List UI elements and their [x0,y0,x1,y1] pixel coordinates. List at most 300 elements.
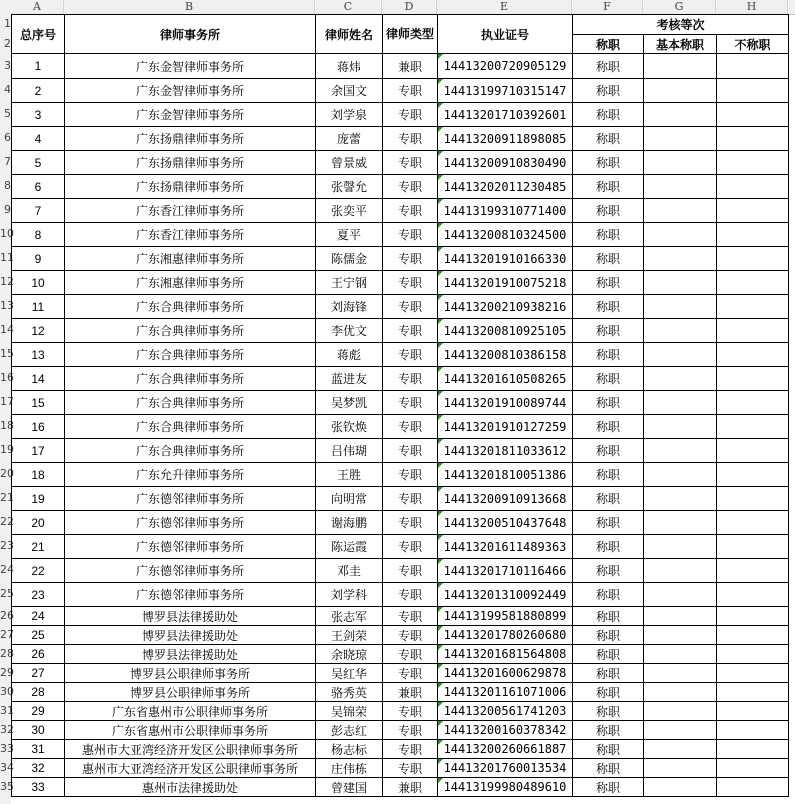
row-header[interactable]: 33 [0,742,14,755]
cell-license[interactable]: 14413199310771400 [438,199,573,223]
cell-firm[interactable]: 广东扬鼎律师事务所 [65,175,316,199]
row-header[interactable]: 21 [0,491,14,504]
cell-type[interactable]: 专职 [383,439,438,463]
row-header[interactable]: 30 [0,685,14,698]
row-header[interactable]: 5 [4,107,11,120]
cell-seq[interactable]: 31 [12,740,65,759]
cell-grade-fail[interactable] [717,559,789,583]
row-header[interactable]: 16 [0,371,14,384]
cell-license[interactable]: 14413199581880899 [438,607,573,626]
cell-grade-fail[interactable] [717,664,789,683]
cell-seq[interactable]: 28 [12,683,65,702]
cell-grade-basic[interactable] [644,759,717,778]
cell-seq[interactable]: 29 [12,702,65,721]
table-row[interactable] [12,319,789,343]
cell-name[interactable]: 刘海锋 [316,295,383,319]
cell-firm[interactable]: 广东德邻律师事务所 [65,559,316,583]
cell-type[interactable]: 专职 [383,247,438,271]
cell-grade-fail[interactable] [717,511,789,535]
cell-grade-fail[interactable] [717,54,789,79]
cell-type[interactable]: 专职 [383,463,438,487]
table-row[interactable] [12,683,789,702]
row-header[interactable]: 26 [0,609,14,622]
cell-license[interactable]: 14413201910166330 [438,247,573,271]
table-row[interactable] [12,247,789,271]
cell-grade-basic[interactable] [644,343,717,367]
cell-seq[interactable]: 23 [12,583,65,607]
cell-license[interactable]: 14413200260661887 [438,740,573,759]
table-row[interactable] [12,778,789,797]
cell-type[interactable]: 专职 [383,175,438,199]
cell-grade-pass[interactable]: 称职 [573,683,644,702]
cell-grade-basic[interactable] [644,415,717,439]
row-header[interactable]: 7 [4,155,11,168]
cell-grade-pass[interactable]: 称职 [573,54,644,79]
cell-grade-fail[interactable] [717,343,789,367]
cell-grade-pass[interactable]: 称职 [573,199,644,223]
table-row[interactable] [12,487,789,511]
cell-firm[interactable]: 博罗县公职律师事务所 [65,664,316,683]
cell-grade-basic[interactable] [644,645,717,664]
cell-type[interactable]: 专职 [383,664,438,683]
cell-seq[interactable]: 14 [12,367,65,391]
cell-name[interactable]: 彭志红 [316,721,383,740]
table-row[interactable] [12,439,789,463]
cell-name[interactable]: 骆秀英 [316,683,383,702]
cell-license[interactable]: 14413201681564808 [438,645,573,664]
cell-type[interactable]: 专职 [383,626,438,645]
cell-grade-basic[interactable] [644,740,717,759]
column-header-c[interactable]: C [315,0,382,14]
row-header[interactable]: 24 [0,563,14,576]
cell-seq[interactable]: 4 [12,127,65,151]
cell-grade-fail[interactable] [717,487,789,511]
cell-grade-pass[interactable]: 称职 [573,721,644,740]
cell-name[interactable]: 曾景威 [316,151,383,175]
cell-seq[interactable]: 2 [12,79,65,103]
cell-license[interactable]: 14413200911898085 [438,127,573,151]
cell-grade-pass[interactable]: 称职 [573,247,644,271]
table-row[interactable] [12,103,789,127]
cell-firm[interactable]: 广东香江律师事务所 [65,199,316,223]
cell-seq[interactable]: 33 [12,778,65,797]
cell-grade-fail[interactable] [717,626,789,645]
cell-grade-fail[interactable] [717,151,789,175]
cell-grade-basic[interactable] [644,559,717,583]
column-header-b[interactable]: B [64,0,315,14]
cell-grade-pass[interactable]: 称职 [573,626,644,645]
cell-firm[interactable]: 博罗县法律援助处 [65,626,316,645]
cell-grade-basic[interactable] [644,721,717,740]
cell-license[interactable]: 14413200561741203 [438,702,573,721]
header-name[interactable]: 律师姓名 [316,15,383,54]
cell-grade-basic[interactable] [644,702,717,721]
table-row[interactable] [12,759,789,778]
table-row[interactable] [12,367,789,391]
cell-grade-basic[interactable] [644,319,717,343]
row-header[interactable]: 35 [0,780,14,793]
table-row[interactable] [12,511,789,535]
cell-grade-basic[interactable] [644,367,717,391]
cell-grade-fail[interactable] [717,199,789,223]
cell-firm[interactable]: 广东合典律师事务所 [65,295,316,319]
cell-license[interactable]: 14413200810324500 [438,223,573,247]
cell-grade-pass[interactable]: 称职 [573,127,644,151]
column-header-h[interactable]: H [716,0,788,14]
cell-grade-pass[interactable]: 称职 [573,463,644,487]
row-header[interactable]: 3 [4,59,11,72]
cell-seq[interactable]: 19 [12,487,65,511]
cell-seq[interactable]: 30 [12,721,65,740]
cell-seq[interactable]: 6 [12,175,65,199]
row-header[interactable]: 34 [0,761,14,774]
cell-grade-pass[interactable]: 称职 [573,391,644,415]
cell-name[interactable]: 蒋彪 [316,343,383,367]
cell-grade-fail[interactable] [717,778,789,797]
cell-firm[interactable]: 广东香江律师事务所 [65,223,316,247]
cell-seq[interactable]: 25 [12,626,65,645]
cell-firm[interactable]: 广东合典律师事务所 [65,343,316,367]
cell-grade-pass[interactable]: 称职 [573,367,644,391]
table-row[interactable] [12,295,789,319]
cell-type[interactable]: 专职 [383,583,438,607]
cell-firm[interactable]: 博罗县公职律师事务所 [65,683,316,702]
cell-license[interactable]: 14413200720905129 [438,54,573,79]
row-header[interactable]: 8 [4,179,11,192]
cell-type[interactable]: 专职 [383,343,438,367]
cell-name[interactable]: 李优文 [316,319,383,343]
table-row[interactable] [12,607,789,626]
cell-license[interactable]: 14413200160378342 [438,721,573,740]
cell-firm[interactable]: 惠州市大亚湾经济开发区公职律师事务所 [65,759,316,778]
cell-grade-fail[interactable] [717,607,789,626]
cell-grade-pass[interactable]: 称职 [573,295,644,319]
row-header[interactable]: 18 [0,419,14,432]
cell-type[interactable]: 专职 [383,367,438,391]
table-row[interactable] [12,79,789,103]
cell-grade-fail[interactable] [717,295,789,319]
cell-firm[interactable]: 广东德邻律师事务所 [65,583,316,607]
cell-type[interactable]: 专职 [383,415,438,439]
cell-license[interactable]: 14413201910127259 [438,415,573,439]
cell-grade-pass[interactable]: 称职 [573,535,644,559]
cell-type[interactable]: 专职 [383,79,438,103]
cell-name[interactable]: 王胜 [316,463,383,487]
cell-grade-basic[interactable] [644,487,717,511]
cell-license[interactable]: 14413200510437648 [438,511,573,535]
cell-name[interactable]: 王剑荣 [316,626,383,645]
cell-grade-pass[interactable]: 称职 [573,778,644,797]
cell-license[interactable]: 14413201760013534 [438,759,573,778]
cell-name[interactable]: 陈儒金 [316,247,383,271]
table-row[interactable] [12,721,789,740]
cell-name[interactable]: 吴梦凯 [316,391,383,415]
table-row[interactable] [12,664,789,683]
cell-grade-fail[interactable] [717,247,789,271]
cell-type[interactable]: 专职 [383,607,438,626]
cell-license[interactable]: 14413201710116466 [438,559,573,583]
table-row[interactable] [12,343,789,367]
cell-grade-basic[interactable] [644,127,717,151]
cell-grade-fail[interactable] [717,645,789,664]
row-header[interactable]: 25 [0,587,14,600]
cell-grade-basic[interactable] [644,79,717,103]
cell-seq[interactable]: 7 [12,199,65,223]
cell-seq[interactable]: 15 [12,391,65,415]
cell-name[interactable]: 蓝进友 [316,367,383,391]
cell-grade-pass[interactable]: 称职 [573,559,644,583]
cell-type[interactable]: 专职 [383,391,438,415]
cell-seq[interactable]: 13 [12,343,65,367]
cell-license[interactable]: 14413201310092449 [438,583,573,607]
cell-grade-pass[interactable]: 称职 [573,175,644,199]
cell-name[interactable]: 刘学泉 [316,103,383,127]
row-header[interactable]: 1 [4,17,11,30]
cell-type[interactable]: 专职 [383,559,438,583]
cell-grade-basic[interactable] [644,175,717,199]
cell-license[interactable]: 14413201810051386 [438,463,573,487]
cell-seq[interactable]: 10 [12,271,65,295]
cell-type[interactable]: 专职 [383,702,438,721]
cell-grade-fail[interactable] [717,721,789,740]
cell-name[interactable]: 吕伟瑚 [316,439,383,463]
cell-firm[interactable]: 广东扬鼎律师事务所 [65,151,316,175]
cell-seq[interactable]: 8 [12,223,65,247]
cell-seq[interactable]: 21 [12,535,65,559]
cell-type[interactable]: 专职 [383,223,438,247]
cell-firm[interactable]: 广东德邻律师事务所 [65,487,316,511]
cell-name[interactable]: 向明常 [316,487,383,511]
cell-license[interactable]: 14413200910913668 [438,487,573,511]
cell-type[interactable]: 专职 [383,319,438,343]
cell-grade-fail[interactable] [717,439,789,463]
table-row[interactable] [12,175,789,199]
header-grade-fail[interactable]: 不称职 [717,35,789,54]
cell-type[interactable]: 专职 [383,295,438,319]
cell-grade-basic[interactable] [644,103,717,127]
cell-grade-fail[interactable] [717,79,789,103]
cell-grade-fail[interactable] [717,223,789,247]
cell-seq[interactable]: 11 [12,295,65,319]
row-header[interactable]: 19 [0,443,14,456]
row-header[interactable]: 20 [0,467,14,480]
table-row[interactable] [12,391,789,415]
cell-seq[interactable]: 12 [12,319,65,343]
cell-license[interactable]: 14413201611489363 [438,535,573,559]
cell-type[interactable]: 专职 [383,487,438,511]
cell-grade-pass[interactable]: 称职 [573,439,644,463]
table-row[interactable] [12,199,789,223]
cell-license[interactable]: 14413201610508265 [438,367,573,391]
cell-grade-basic[interactable] [644,463,717,487]
cell-type[interactable]: 专职 [383,127,438,151]
cell-seq[interactable]: 22 [12,559,65,583]
cell-grade-pass[interactable]: 称职 [573,664,644,683]
cell-license[interactable]: 14413201910089744 [438,391,573,415]
column-header-g[interactable]: G [643,0,716,14]
cell-seq[interactable]: 24 [12,607,65,626]
cell-grade-fail[interactable] [717,683,789,702]
cell-name[interactable]: 张謦允 [316,175,383,199]
cell-grade-fail[interactable] [717,367,789,391]
cell-name[interactable]: 吴锦荣 [316,702,383,721]
cell-type[interactable]: 专职 [383,151,438,175]
cell-grade-pass[interactable]: 称职 [573,271,644,295]
cell-grade-fail[interactable] [717,271,789,295]
cell-license[interactable]: 14413201710392601 [438,103,573,127]
cell-type[interactable]: 专职 [383,535,438,559]
cell-grade-basic[interactable] [644,583,717,607]
header-grade-group[interactable]: 考核等次 [573,15,789,35]
table-row[interactable] [12,127,789,151]
table-row[interactable] [12,223,789,247]
cell-grade-basic[interactable] [644,439,717,463]
cell-firm[interactable]: 广东合典律师事务所 [65,391,316,415]
cell-grade-basic[interactable] [644,295,717,319]
cell-grade-basic[interactable] [644,683,717,702]
cell-grade-pass[interactable]: 称职 [573,607,644,626]
cell-seq[interactable]: 3 [12,103,65,127]
cell-seq[interactable]: 5 [12,151,65,175]
cell-firm[interactable]: 博罗县法律援助处 [65,645,316,664]
column-header-d[interactable]: D [382,0,437,14]
cell-firm[interactable]: 广东湘惠律师事务所 [65,247,316,271]
cell-grade-pass[interactable]: 称职 [573,103,644,127]
cell-grade-basic[interactable] [644,535,717,559]
row-header[interactable]: 14 [0,323,14,336]
cell-firm[interactable]: 广东省惠州市公职律师事务所 [65,702,316,721]
cell-name[interactable]: 陈运霞 [316,535,383,559]
cell-type[interactable]: 兼职 [383,54,438,79]
cell-license[interactable]: 14413200810925105 [438,319,573,343]
column-header-a[interactable]: A [11,0,64,14]
cell-seq[interactable]: 18 [12,463,65,487]
cell-grade-basic[interactable] [644,664,717,683]
cell-license[interactable]: 14413199710315147 [438,79,573,103]
cell-grade-pass[interactable]: 称职 [573,702,644,721]
cell-seq[interactable]: 20 [12,511,65,535]
cell-type[interactable]: 兼职 [383,778,438,797]
cell-grade-basic[interactable] [644,151,717,175]
cell-name[interactable]: 王宁钢 [316,271,383,295]
cell-grade-basic[interactable] [644,247,717,271]
row-header[interactable]: 27 [0,628,14,641]
table-row[interactable] [12,740,789,759]
row-header[interactable]: 28 [0,647,14,660]
row-header[interactable]: 23 [0,539,14,552]
cell-grade-basic[interactable] [644,607,717,626]
cell-grade-pass[interactable]: 称职 [573,583,644,607]
table-row[interactable] [12,583,789,607]
cell-grade-pass[interactable]: 称职 [573,415,644,439]
row-header[interactable]: 11 [0,251,14,264]
cell-seq[interactable]: 16 [12,415,65,439]
row-header[interactable]: 32 [0,723,14,736]
cell-license[interactable]: 14413201910075218 [438,271,573,295]
cell-firm[interactable]: 博罗县法律援助处 [65,607,316,626]
cell-type[interactable]: 专职 [383,511,438,535]
table-row[interactable] [12,463,789,487]
cell-license[interactable]: 14413201600629878 [438,664,573,683]
cell-firm[interactable]: 广东省惠州市公职律师事务所 [65,721,316,740]
cell-seq[interactable]: 1 [12,54,65,79]
cell-type[interactable]: 专职 [383,199,438,223]
cell-firm[interactable]: 广东德邻律师事务所 [65,535,316,559]
cell-grade-pass[interactable]: 称职 [573,319,644,343]
cell-type[interactable]: 专职 [383,721,438,740]
cell-grade-fail[interactable] [717,759,789,778]
header-license[interactable]: 执业证号 [438,15,573,54]
cell-firm[interactable]: 广东合典律师事务所 [65,367,316,391]
table-row[interactable] [12,535,789,559]
cell-grade-pass[interactable]: 称职 [573,645,644,664]
cell-firm[interactable]: 广东合典律师事务所 [65,319,316,343]
table-row[interactable] [12,54,789,79]
cell-name[interactable]: 张志军 [316,607,383,626]
cell-grade-basic[interactable] [644,391,717,415]
row-header[interactable]: 10 [0,227,14,240]
cell-name[interactable]: 杨志标 [316,740,383,759]
cell-firm[interactable]: 广东扬鼎律师事务所 [65,127,316,151]
cell-firm[interactable]: 广东金智律师事务所 [65,103,316,127]
cell-firm[interactable]: 广东湘惠律师事务所 [65,271,316,295]
row-header[interactable]: 12 [0,275,14,288]
cell-grade-pass[interactable]: 称职 [573,151,644,175]
cell-grade-pass[interactable]: 称职 [573,759,644,778]
cell-license[interactable]: 14413201161071006 [438,683,573,702]
cell-grade-pass[interactable]: 称职 [573,740,644,759]
cell-grade-pass[interactable]: 称职 [573,343,644,367]
cell-grade-basic[interactable] [644,271,717,295]
cell-firm[interactable]: 惠州市法律援助处 [65,778,316,797]
cell-grade-fail[interactable] [717,127,789,151]
cell-name[interactable]: 张奕平 [316,199,383,223]
cell-grade-basic[interactable] [644,54,717,79]
cell-name[interactable]: 谢海鹏 [316,511,383,535]
cell-license[interactable]: 14413201811033612 [438,439,573,463]
cell-license[interactable]: 14413200210938216 [438,295,573,319]
cell-name[interactable]: 庄伟栋 [316,759,383,778]
cell-name[interactable]: 曾建国 [316,778,383,797]
cell-license[interactable]: 14413200910830490 [438,151,573,175]
row-header[interactable]: 29 [0,666,14,679]
cell-name[interactable]: 余国文 [316,79,383,103]
column-header-e[interactable]: E [437,0,572,14]
column-header-f[interactable]: F [572,0,643,14]
cell-name[interactable]: 张钦焕 [316,415,383,439]
cell-grade-fail[interactable] [717,702,789,721]
cell-type[interactable]: 兼职 [383,683,438,702]
cell-grade-fail[interactable] [717,463,789,487]
row-header[interactable]: 6 [4,131,11,144]
cell-name[interactable]: 刘学科 [316,583,383,607]
cell-firm[interactable]: 广东金智律师事务所 [65,54,316,79]
cell-grade-basic[interactable] [644,511,717,535]
cell-firm[interactable]: 广东允升律师事务所 [65,463,316,487]
row-header[interactable]: 9 [4,203,11,216]
cell-license[interactable]: 14413199980489610 [438,778,573,797]
cell-grade-basic[interactable] [644,626,717,645]
cell-type[interactable]: 专职 [383,103,438,127]
cell-seq[interactable]: 32 [12,759,65,778]
cell-type[interactable]: 专职 [383,759,438,778]
cell-grade-fail[interactable] [717,740,789,759]
cell-name[interactable]: 庞蕾 [316,127,383,151]
cell-name[interactable]: 邓圭 [316,559,383,583]
row-header[interactable]: 22 [0,515,14,528]
cell-firm[interactable]: 广东德邻律师事务所 [65,511,316,535]
cell-firm[interactable]: 广东合典律师事务所 [65,415,316,439]
